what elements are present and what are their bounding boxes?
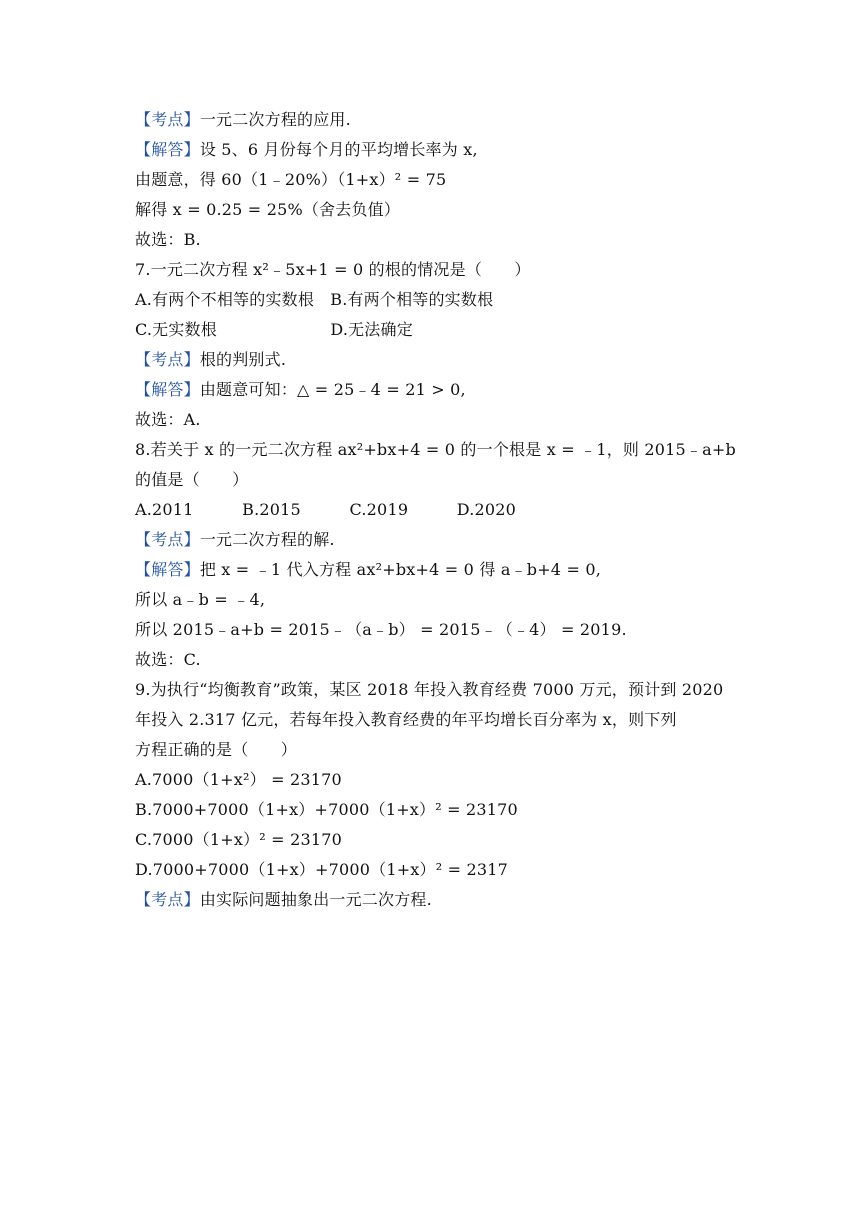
line-text: 的值是（ ） bbox=[135, 470, 249, 489]
line-text: A.2011 B.2015 C.2019 D.2020 bbox=[135, 500, 517, 519]
line-text: 由题意可知：△ = 25﹣4 = 21 > 0, bbox=[199, 380, 466, 399]
line-text: 一元二次方程的解. bbox=[199, 530, 335, 549]
line-text: 方程正确的是（ ） bbox=[135, 740, 298, 759]
text-line bbox=[135, 470, 248, 490]
text-line bbox=[135, 740, 297, 760]
line-text: 解得 x = 0.25 = 25%（舍去负值） bbox=[135, 200, 401, 219]
line-text: 故选：A. bbox=[135, 410, 201, 429]
section-tag: 【考点】 bbox=[135, 890, 200, 909]
line-text: 9.为执行“均衡教育”政策，某区 2018 年投入教育经费 7000 万元，预计到 2020 bbox=[135, 680, 724, 699]
line-text: D.7000+7000（1+x）+7000（1+x）² = 2317 bbox=[135, 860, 509, 879]
line-text: 故选：B. bbox=[135, 230, 201, 249]
text-line bbox=[135, 800, 518, 820]
text-line bbox=[135, 590, 265, 610]
text-line bbox=[135, 680, 723, 700]
line-text: C.无实数根 D.无法确定 bbox=[135, 320, 413, 339]
text-line bbox=[135, 410, 201, 430]
text-line bbox=[135, 110, 351, 130]
line-text: 8.若关于 x 的一元二次方程 ax²+bx+4 = 0 的一个根是 x = ﹣1，则 2015﹣a+b bbox=[135, 440, 736, 459]
line-text: 根的判别式. bbox=[199, 350, 287, 369]
section-tag: 【考点】 bbox=[135, 350, 200, 369]
line-text: 年投入 2.317 亿元，若每年投入教育经费的年平均增长百分率为 x，则下列 bbox=[135, 710, 677, 729]
line-text: 7.一元二次方程 x²﹣5x+1 = 0 的根的情况是（ ） bbox=[135, 260, 531, 279]
line-text: 由题意，得 60（1﹣20%）（1+x）² = 75 bbox=[135, 170, 447, 189]
text-line bbox=[135, 620, 627, 640]
line-text: A.7000（1+x²） = 23170 bbox=[135, 770, 342, 789]
line-text: B.7000+7000（1+x）+7000（1+x）² = 23170 bbox=[135, 800, 518, 819]
section-tag: 【解答】 bbox=[135, 560, 200, 579]
text-line bbox=[135, 380, 466, 400]
line-text: A.有两个不相等的实数根 B.有两个相等的实数根 bbox=[135, 290, 494, 309]
line-text: 设 5、6 月份每个月的平均增长率为 x, bbox=[199, 140, 478, 159]
section-tag: 【考点】 bbox=[135, 110, 200, 129]
text-line bbox=[135, 350, 286, 370]
text-line bbox=[135, 830, 342, 850]
text-line bbox=[135, 170, 446, 190]
text-line bbox=[135, 890, 432, 910]
text-line bbox=[135, 560, 601, 580]
text-line bbox=[135, 770, 342, 790]
text-line bbox=[135, 260, 531, 280]
line-text: 所以 a﹣b = ﹣4, bbox=[135, 590, 266, 609]
line-text: 由实际问题抽象出一元二次方程. bbox=[199, 890, 432, 909]
text-line bbox=[135, 860, 508, 880]
text-line bbox=[135, 650, 201, 670]
text-line bbox=[135, 290, 493, 310]
text-line bbox=[135, 530, 335, 550]
line-text: 把 x = ﹣1 代入方程 ax²+bx+4 = 0 得 a﹣b+4 = 0, bbox=[199, 560, 602, 579]
line-text: 故选：C. bbox=[135, 650, 201, 669]
text-line bbox=[135, 230, 201, 250]
section-tag: 【解答】 bbox=[135, 140, 200, 159]
text-line bbox=[135, 140, 478, 160]
line-text: C.7000（1+x）² = 23170 bbox=[135, 830, 342, 849]
text-line bbox=[135, 320, 413, 340]
text-line bbox=[135, 710, 677, 730]
text-line bbox=[135, 440, 736, 460]
section-tag: 【考点】 bbox=[135, 530, 200, 549]
line-text: 一元二次方程的应用. bbox=[199, 110, 351, 129]
text-line bbox=[135, 500, 516, 520]
section-tag: 【解答】 bbox=[135, 380, 200, 399]
text-line bbox=[135, 200, 400, 220]
line-text: 所以 2015﹣a+b = 2015﹣（a﹣b） = 2015﹣（﹣4） = 2019. bbox=[135, 620, 627, 639]
